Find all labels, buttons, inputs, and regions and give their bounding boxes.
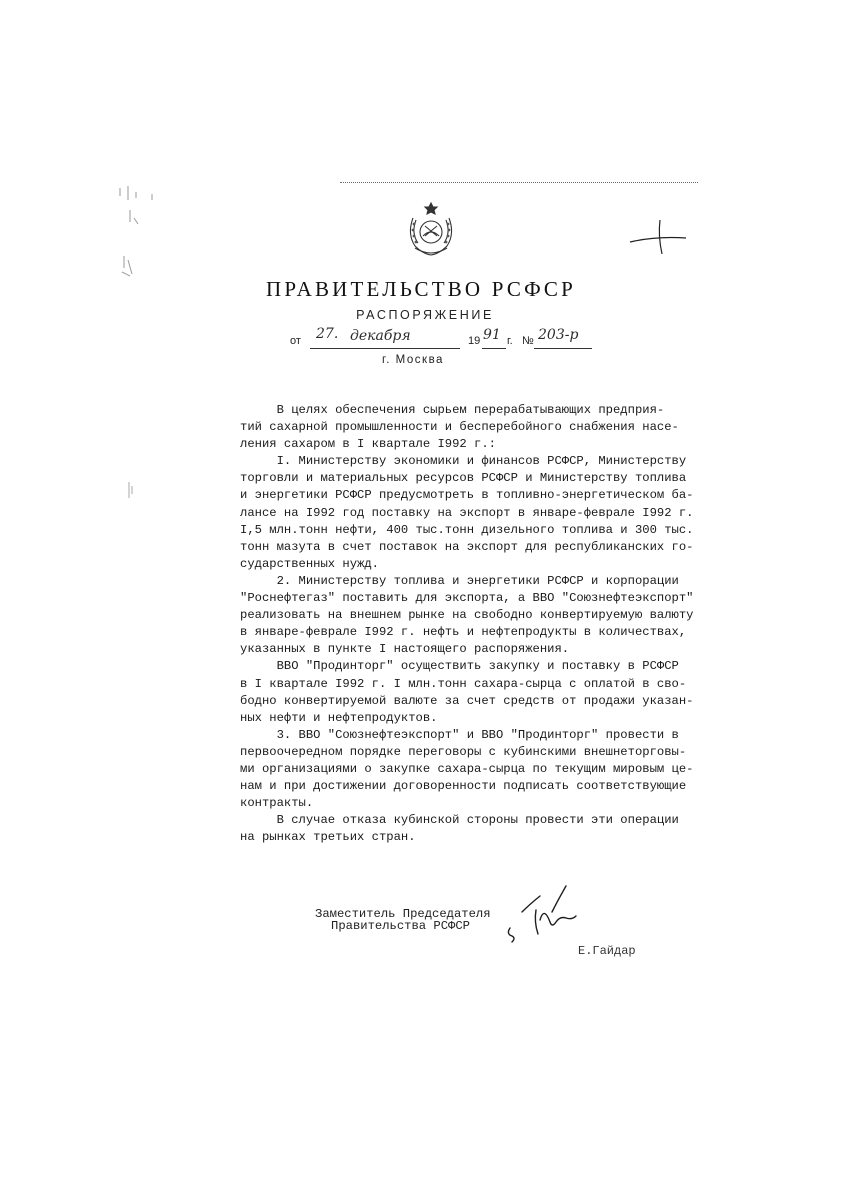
- body-line: ми организациями о закупке сахара-сырца по текущим мировым це-: [240, 761, 694, 776]
- number-prefix: №: [522, 335, 534, 347]
- signer-title-line1: Заместитель Председателя: [315, 907, 491, 921]
- body-line: указанных в пункте I настоящего распоряжения.: [240, 642, 570, 657]
- body-line: на рынках третьих стран.: [240, 830, 416, 845]
- document-body: [240, 402, 694, 846]
- body-line: первоочередном порядке переговоры с кубинскими внешнеторговы-: [240, 744, 687, 759]
- signer-title: [315, 908, 491, 932]
- document-type: РАСПОРЯЖЕНИЕ: [356, 308, 494, 322]
- body-line: контракты.: [240, 796, 314, 811]
- body-line: I. Министерству экономики и финансов РСФСР, Министерству: [240, 454, 687, 469]
- body-line: и энергетики РСФСР предусмотреть в топливно-энергетическом ба-: [240, 488, 694, 503]
- body-line: 2. Министерству топлива и энергетики РСФСР и корпорации: [240, 573, 679, 588]
- body-line: лансе на I992 год поставку на экспорт в январе-феврале I992 г.: [240, 505, 694, 520]
- signer-title-line2: Правительства РСФСР: [331, 919, 470, 933]
- date-month: декабря: [350, 328, 411, 344]
- year-prefix: 19: [468, 335, 481, 347]
- body-line: ВВО "Продинторг" осуществить закупку и поставку в РСФСР: [240, 659, 679, 674]
- body-line: 3. ВВО "Союзнефтеэкспорт" и ВВО "Продинторг" провести в: [240, 727, 679, 742]
- body-line: торговли и материальных ресурсов РСФСР и Министерству топлива: [240, 471, 687, 486]
- body-line: ных нефти и нефтепродуктов.: [240, 710, 438, 725]
- date-underline: [310, 348, 460, 349]
- body-line: реализовать на внешнем рынке на свободно конвертируемую валюту: [240, 608, 694, 623]
- body-line: тий сахарной промышленности и бесперебойного снабжения насе-: [240, 420, 679, 435]
- rsfsr-coat-of-arms-icon: [405, 200, 457, 258]
- government-title: ПРАВИТЕЛЬСТВО РСФСР: [266, 277, 576, 301]
- city: г. Москва: [382, 354, 444, 366]
- date-day: 27.: [316, 326, 339, 342]
- body-line: "Роснефтегаз" поставить для экспорта, а ВВО "Союзнефтеэкспорт": [240, 591, 694, 606]
- year-mark: г.: [507, 335, 513, 347]
- year-suffix: 91: [483, 327, 501, 343]
- date-prefix: от: [290, 335, 301, 347]
- body-line: тонн мазута в счет поставок на экспорт для республиканских го-: [240, 539, 694, 554]
- body-line: в I квартале I992 г. I млн.тонн сахара-сырца с оплатой в сво-: [240, 676, 687, 691]
- handwritten-signature-icon: [500, 882, 590, 954]
- document-number: 203-р: [538, 327, 579, 343]
- year-underline: [482, 348, 506, 349]
- margin-marks-icon: [116, 184, 156, 284]
- body-line: бодно конвертируемой валюте за счет средств от продажи указан-: [240, 693, 694, 708]
- scan-artifact-line: [340, 182, 698, 183]
- body-line: В целях обеспечения сырьем перерабатывающих предприя-: [240, 403, 665, 417]
- crosshair-mark-icon: [628, 216, 688, 256]
- signer-name: Е.Гайдар: [578, 944, 636, 958]
- body-line: в январе-феврале I992 г. нефть и нефтепродукты в количествах,: [240, 625, 687, 640]
- number-underline: [534, 348, 592, 349]
- body-line: сударственных нужд.: [240, 556, 379, 571]
- body-line: В случае отказа кубинской стороны провести эти операции: [240, 813, 679, 828]
- body-line: I,5 млн.тонн нефти, 400 тыс.тонн дизельного топлива и 300 тыс.: [240, 522, 694, 537]
- body-line: ления сахаром в I квартале I992 г.:: [240, 437, 496, 452]
- body-line: нам и при достижении договоренности подписать соответствующие: [240, 779, 687, 794]
- margin-mark-icon: [126, 480, 136, 500]
